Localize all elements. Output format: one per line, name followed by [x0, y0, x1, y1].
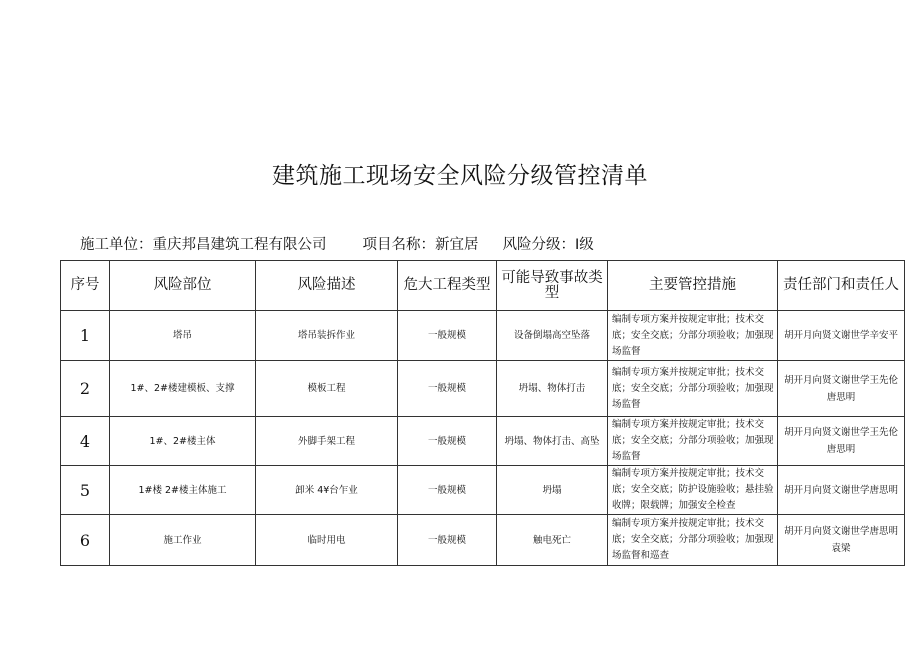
responsible-persons: 胡开月向贤文谢世学唐思明 — [778, 466, 905, 515]
table-row — [61, 361, 905, 417]
header-cell: 风险部位 — [110, 261, 256, 311]
risk-location: 塔吊 — [110, 311, 256, 361]
risk-location: 1#、2#楼建模板、支撑 — [110, 361, 256, 417]
table-row — [61, 311, 905, 361]
responsible-persons: 胡开月向贤文谢世学唐思明袁梁 — [778, 515, 905, 566]
accident-type: 触电死亡 — [497, 515, 608, 566]
risk-location: 1#楼 2#楼主体施工 — [110, 466, 256, 515]
header-cell: 危大工程类型 — [398, 261, 497, 311]
project-type: 一般规模 — [398, 361, 497, 417]
risk-level-label: 风险分级：Ⅰ级 — [502, 237, 594, 253]
header-cell: 风险描述 — [256, 261, 398, 311]
control-measures: 编制专项方案并按规定审批；技术交底；安全交底；分部分项验收；加强现场监督 — [608, 417, 778, 466]
control-measures: 编制专项方案并按规定审批；技术交底；安全交底；分部分项验收；加强现场监督 — [608, 311, 778, 361]
project-type: 一般规模 — [398, 311, 497, 361]
risk-location: 施工作业 — [110, 515, 256, 566]
control-measures: 编制专项方案并按规定审批；技术交底；安全交底；分部分项验收；加强现场监督 — [608, 361, 778, 417]
risk-description: 卸米 4¥台乍业 — [256, 466, 398, 515]
risk-description: 模板工程 — [256, 361, 398, 417]
project-label: 项目名称：新宜居 — [362, 237, 479, 253]
row-number: 5 — [61, 466, 110, 515]
page-title: 建筑施工现场安全风险分级管控清单 — [272, 163, 648, 189]
company-label: 施工单位：重庆邦昌建筑工程有限公司 — [80, 237, 327, 253]
risk-description: 塔吊装拆作业 — [256, 311, 398, 361]
header-cell: 可能导致事故类型 — [497, 261, 608, 311]
responsible-persons: 胡开月向贤文谢世学王先伦唐思明 — [778, 361, 905, 417]
project-type: 一般规模 — [398, 466, 497, 515]
header-row — [61, 261, 905, 311]
row-number: 1 — [61, 311, 110, 361]
table-row — [61, 466, 905, 515]
accident-type: 坍塌 — [497, 466, 608, 515]
meta-line — [80, 233, 594, 254]
row-number: 4 — [61, 417, 110, 466]
risk-description: 外脚手架工程 — [256, 417, 398, 466]
header-cell: 主要管控措施 — [608, 261, 778, 311]
risk-location: 1#、2#楼主体 — [110, 417, 256, 466]
table-row — [61, 515, 905, 566]
risk-table — [60, 260, 905, 566]
project-type: 一般规模 — [398, 417, 497, 466]
table-row — [61, 417, 905, 466]
accident-type: 坍塌、物体打击 — [497, 361, 608, 417]
risk-description: 临时用电 — [256, 515, 398, 566]
header-cell: 序号 — [61, 261, 110, 311]
responsible-persons: 胡开月向贤文谢世学王先伦唐思明 — [778, 417, 905, 466]
project-type: 一般规模 — [398, 515, 497, 566]
control-measures: 编制专项方案并按规定审批；技术交底；安全交底；分部分项验收；加强现场监督和巡查 — [608, 515, 778, 566]
header-cell: 责任部门和责任人 — [778, 261, 905, 311]
accident-type: 坍塌、物体打击、高坠 — [497, 417, 608, 466]
accident-type: 设备倒塌高空坠落 — [497, 311, 608, 361]
control-measures: 编制专项方案并按规定审批；技术交底；安全交底；防护设施验收；悬挂验收牌；限载牌；加强安全检查 — [608, 466, 778, 515]
row-number: 2 — [61, 361, 110, 417]
responsible-persons: 胡开月向贤文谢世学辛安平 — [778, 311, 905, 361]
row-number: 6 — [61, 515, 110, 566]
